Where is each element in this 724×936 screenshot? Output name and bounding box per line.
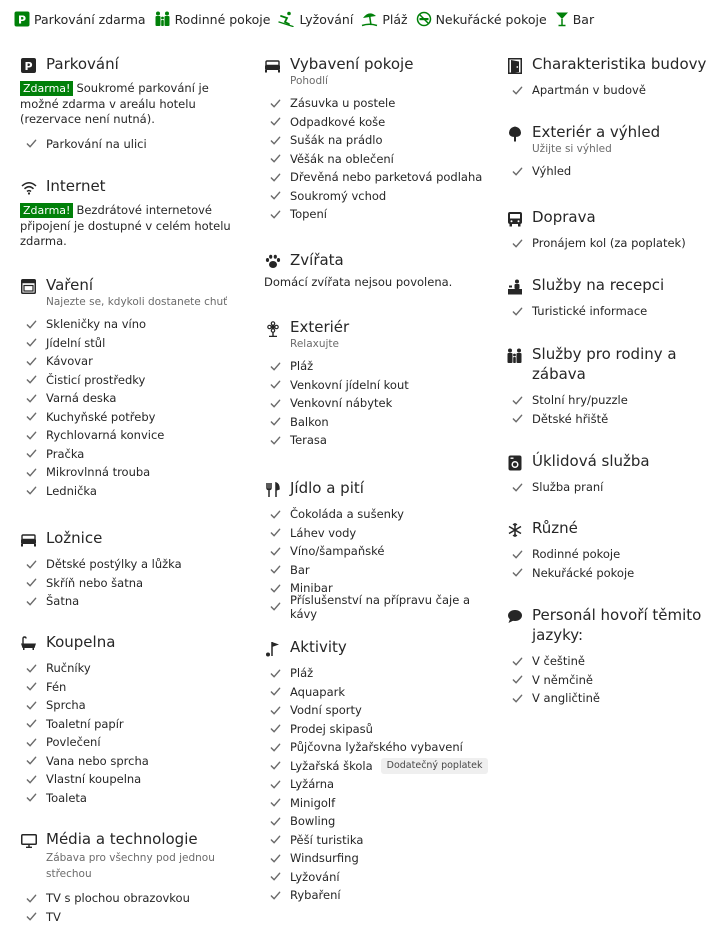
svg-text:P: P — [24, 60, 33, 73]
list-item: Odpadkové koše — [264, 113, 490, 132]
bus-icon — [506, 210, 523, 227]
section-title: Služby pro rodiny a zábava — [532, 345, 677, 383]
check-icon — [26, 485, 37, 496]
section-title: Doprava — [532, 208, 596, 226]
check-icon — [270, 527, 281, 538]
kitchen-list — [20, 315, 248, 500]
list-item: Láhev vody — [264, 524, 490, 543]
check-icon — [270, 601, 281, 612]
list-item: Lednička — [20, 482, 248, 501]
section-title: Personál hovoří těmito jazyky: — [532, 606, 702, 644]
section-title: Vybavení pokoje — [290, 55, 414, 73]
check-icon — [26, 430, 37, 441]
check-icon — [26, 663, 37, 674]
list-item: Sušák na prádlo — [264, 131, 490, 150]
section-media — [20, 829, 248, 926]
section-title: Exteriér — [290, 318, 350, 336]
washing-machine-icon — [506, 454, 523, 471]
list-item: Dětské postýlky a lůžka — [20, 555, 248, 574]
list-item: Sprcha — [20, 696, 248, 715]
list-item: Kávovar — [20, 352, 248, 371]
check-icon — [270, 705, 281, 716]
list-item: Pěší turistika — [264, 831, 490, 850]
section-title: Koupelna — [46, 633, 116, 651]
family-list — [506, 391, 718, 428]
section-title: Zvířata — [290, 251, 344, 269]
list-item: Stolní hry/puzzle — [506, 391, 718, 410]
list-item: Pračka — [20, 445, 248, 464]
section-building — [506, 54, 718, 100]
check-icon — [512, 656, 523, 667]
check-icon — [270, 723, 281, 734]
check-icon — [26, 448, 37, 459]
outdoors-list — [264, 357, 490, 450]
section-bathroom — [20, 632, 248, 807]
list-item: Služba praní — [506, 478, 718, 497]
check-icon — [26, 356, 37, 367]
check-icon — [270, 379, 281, 390]
check-icon — [270, 98, 281, 109]
check-icon — [270, 583, 281, 594]
check-icon — [26, 792, 37, 803]
check-icon — [512, 413, 523, 424]
check-icon — [270, 742, 281, 753]
no-smoking-icon — [416, 11, 432, 27]
pets-description: Domácí zvířata nejsou povolena. — [264, 275, 453, 289]
paw-icon — [264, 253, 281, 270]
section-subtitle: Najezte se, kdykoli dostanete chuť — [46, 296, 228, 308]
list-item: Bar — [264, 561, 490, 580]
bed-icon — [264, 57, 281, 74]
list-item: Lyžárna — [264, 775, 490, 794]
list-item: Pláž — [264, 664, 490, 683]
languages-list — [506, 652, 718, 708]
section-title: Média a technologie — [46, 830, 198, 848]
section-languages — [506, 605, 718, 708]
check-icon — [270, 435, 281, 446]
check-icon — [270, 871, 281, 882]
transport-list — [506, 234, 718, 253]
list-item: Windsurfing — [264, 849, 490, 868]
list-item: Skleničky na víno — [20, 315, 248, 334]
list-item: Půjčovna lyžařského vybavení — [264, 738, 490, 757]
list-item: Soukromý vchod — [264, 187, 490, 206]
family-icon — [154, 11, 171, 27]
check-icon — [26, 737, 37, 748]
check-icon — [270, 816, 281, 827]
check-icon — [270, 546, 281, 557]
list-item: Výhled — [506, 162, 718, 181]
check-icon — [512, 674, 523, 685]
list-item: Fén — [20, 678, 248, 697]
check-icon — [512, 567, 523, 578]
section-title: Vaření — [46, 276, 94, 294]
check-icon — [270, 779, 281, 790]
check-icon — [270, 834, 281, 845]
oven-icon — [20, 278, 37, 295]
check-icon — [26, 596, 37, 607]
check-icon — [26, 774, 37, 785]
building-list — [506, 81, 718, 100]
check-icon — [26, 393, 37, 404]
list-item: Vlastní koupelna — [20, 770, 248, 789]
list-item: Rychlovarná konvice — [20, 426, 248, 445]
section-title: Exteriér a výhled — [532, 123, 661, 141]
check-icon — [270, 172, 281, 183]
door-icon — [506, 57, 523, 74]
check-icon — [26, 718, 37, 729]
list-item: Šatna — [20, 592, 248, 611]
check-icon — [512, 549, 523, 560]
free-badge: Zdarma! — [20, 203, 73, 218]
check-icon — [270, 135, 281, 146]
list-item: Turistické informace — [506, 302, 718, 321]
room-list — [264, 94, 490, 224]
flower-icon — [264, 320, 281, 337]
check-icon — [512, 85, 523, 96]
list-item: Minibar — [264, 579, 490, 598]
list-item: Bowling — [264, 812, 490, 831]
parking-icon — [14, 11, 30, 27]
check-icon — [270, 416, 281, 427]
check-icon — [512, 395, 523, 406]
list-item: Jídelní stůl — [20, 334, 248, 353]
list-item: Minigolf — [264, 794, 490, 813]
list-item: V angličtině — [506, 689, 718, 708]
section-title: Úklidová služba — [532, 452, 650, 470]
list-item: Topení — [264, 205, 490, 224]
check-icon — [26, 577, 37, 588]
check-icon — [512, 482, 523, 493]
check-icon — [270, 890, 281, 901]
highlight-free-parking: P Parkování zdarma — [14, 11, 146, 27]
snowflake-icon — [506, 521, 523, 538]
section-internet — [20, 176, 248, 250]
section-family — [506, 344, 718, 428]
list-item: TV s plochou obrazovkou — [20, 889, 248, 908]
check-icon — [270, 760, 281, 771]
parking-list — [20, 135, 248, 154]
section-title: Služby na recepci — [532, 276, 665, 294]
check-icon — [26, 681, 37, 692]
check-icon — [270, 153, 281, 164]
activities-list — [264, 664, 490, 905]
list-item: Skříň nebo šatna — [20, 574, 248, 593]
section-transport — [506, 207, 718, 253]
list-item: Víno/šampaňské — [264, 542, 490, 561]
section-subtitle: Relaxujte — [290, 338, 339, 350]
list-item: Povlečení — [20, 733, 248, 752]
section-title: Aktivity — [290, 638, 347, 656]
section-kitchen — [20, 275, 248, 500]
list-item: Varná deska — [20, 389, 248, 408]
list-item: Čokoláda a sušenky — [264, 505, 490, 524]
section-parking — [20, 54, 248, 153]
list-item: Prodej skipasů — [264, 720, 490, 739]
section-bedroom — [20, 528, 248, 611]
family-icon — [506, 347, 523, 364]
list-item: Čisticí prostředky — [20, 371, 248, 390]
section-cleaning — [506, 451, 718, 497]
list-item: Rodinné pokoje — [506, 545, 718, 564]
list-item: Rybaření — [264, 886, 490, 905]
section-misc — [506, 518, 718, 582]
parking-icon — [20, 57, 37, 74]
list-item: Terasa — [264, 431, 490, 450]
check-icon — [26, 755, 37, 766]
section-view — [506, 122, 718, 181]
check-icon — [512, 166, 523, 177]
list-item: Příslušenství na přípravu čaje a kávy — [264, 598, 490, 617]
list-item: TV — [20, 908, 248, 927]
list-item: Vodní sporty — [264, 701, 490, 720]
bar-icon — [555, 11, 569, 27]
check-icon — [270, 398, 281, 409]
highlight-beach: Pláž — [361, 11, 407, 27]
highlight-non-smoking: Nekuřácké pokoje — [416, 11, 547, 27]
section-reception — [506, 275, 718, 321]
section-title: Ložnice — [46, 529, 103, 547]
list-item: Dřevěná nebo parketová podlaha — [264, 168, 490, 187]
section-activities — [264, 637, 490, 905]
section-outdoors — [264, 317, 490, 450]
list-item: Věšák na oblečení — [264, 150, 490, 169]
section-title: Jídlo a pití — [290, 479, 364, 497]
bathtub-icon — [20, 635, 37, 652]
check-icon — [26, 700, 37, 711]
highlight-bar: Bar — [555, 11, 594, 27]
section-subtitle: Zábava pro všechny pod jednou střechou — [46, 852, 215, 880]
check-icon — [270, 686, 281, 697]
extra-fee-badge: Dodatečný poplatek — [381, 758, 489, 774]
check-icon — [270, 668, 281, 679]
bed-icon — [20, 531, 37, 548]
list-item: Pronájem kol (za poplatek) — [506, 234, 718, 253]
check-icon — [270, 509, 281, 520]
check-icon — [512, 693, 523, 704]
section-subtitle: Pohodlí — [290, 75, 328, 87]
bathroom-list — [20, 659, 248, 807]
list-item: Apartmán v budově — [506, 81, 718, 100]
check-icon — [26, 559, 37, 570]
section-title: Internet — [46, 177, 106, 195]
bedroom-list — [20, 555, 248, 611]
cleaning-list — [506, 478, 718, 497]
list-item: V němčině — [506, 671, 718, 690]
section-pets — [264, 250, 490, 291]
wifi-icon — [20, 179, 37, 196]
section-subtitle: Užijte si výhled — [532, 143, 612, 155]
media-list — [20, 889, 248, 926]
view-list — [506, 162, 718, 181]
svg-text:P: P — [17, 13, 27, 27]
list-item: Venkovní jídelní kout — [264, 376, 490, 395]
list-item: Kuchyňské potřeby — [20, 408, 248, 427]
check-icon — [512, 306, 523, 317]
check-icon — [26, 911, 37, 922]
skiing-icon — [278, 11, 295, 27]
internet-description: Bezdrátové internetové připojení je dostupné v celém hotelu zdarma. — [20, 203, 231, 248]
list-item: Dětské hřiště — [506, 410, 718, 429]
list-item: Toaleta — [20, 789, 248, 808]
check-icon — [26, 374, 37, 385]
list-item: V češtině — [506, 652, 718, 671]
tree-icon — [506, 125, 523, 142]
list-item: Venkovní nábytek — [264, 394, 490, 413]
free-badge: Zdarma! — [20, 81, 73, 96]
list-item: Zásuvka u postele — [264, 94, 490, 113]
check-icon — [270, 116, 281, 127]
check-icon — [270, 361, 281, 372]
list-item: Lyžařská škola Dodatečný poplatek — [264, 757, 490, 776]
parking-description: Soukromé parkování je možné zdarma v areálu hotelu (rezervace není nutná). — [20, 81, 209, 126]
food-list — [264, 505, 490, 621]
highlight-skiing: Lyžování — [278, 11, 353, 27]
list-item: Pláž — [264, 357, 490, 376]
beach-icon — [361, 11, 378, 27]
list-item: Balkon — [264, 413, 490, 432]
check-icon — [512, 238, 523, 249]
section-title: Různé — [532, 519, 578, 537]
check-icon — [26, 337, 37, 348]
list-item: Aquapark — [264, 683, 490, 702]
check-icon — [26, 319, 37, 330]
check-icon — [270, 797, 281, 808]
section-title: Parkování — [46, 55, 119, 73]
check-icon — [270, 853, 281, 864]
check-icon — [270, 209, 281, 220]
list-item: Lyžování — [264, 868, 490, 887]
list-item: Ručníky — [20, 659, 248, 678]
golf-icon — [264, 640, 281, 657]
section-title: Charakteristika budovy — [532, 55, 707, 73]
section-room-amenities — [264, 54, 490, 224]
check-icon — [270, 564, 281, 575]
list-item: Mikrovlnná trouba — [20, 463, 248, 482]
highlights-bar — [14, 9, 724, 29]
misc-list — [506, 545, 718, 582]
list-item: Parkování na ulici — [20, 135, 248, 154]
monitor-icon — [20, 832, 37, 849]
check-icon — [270, 190, 281, 201]
highlight-family-rooms: Rodinné pokoje — [154, 11, 271, 27]
reception-list — [506, 302, 718, 321]
check-icon — [26, 467, 37, 478]
check-icon — [26, 138, 37, 149]
section-food-drink — [264, 478, 490, 621]
list-item: Vana nebo sprcha — [20, 752, 248, 771]
speech-bubble-icon — [506, 608, 523, 625]
list-item: Nekuřácké pokoje — [506, 564, 718, 583]
list-item: Toaletní papír — [20, 715, 248, 734]
check-icon — [26, 411, 37, 422]
check-icon — [26, 893, 37, 904]
cutlery-icon — [264, 481, 281, 498]
reception-icon — [506, 278, 523, 295]
